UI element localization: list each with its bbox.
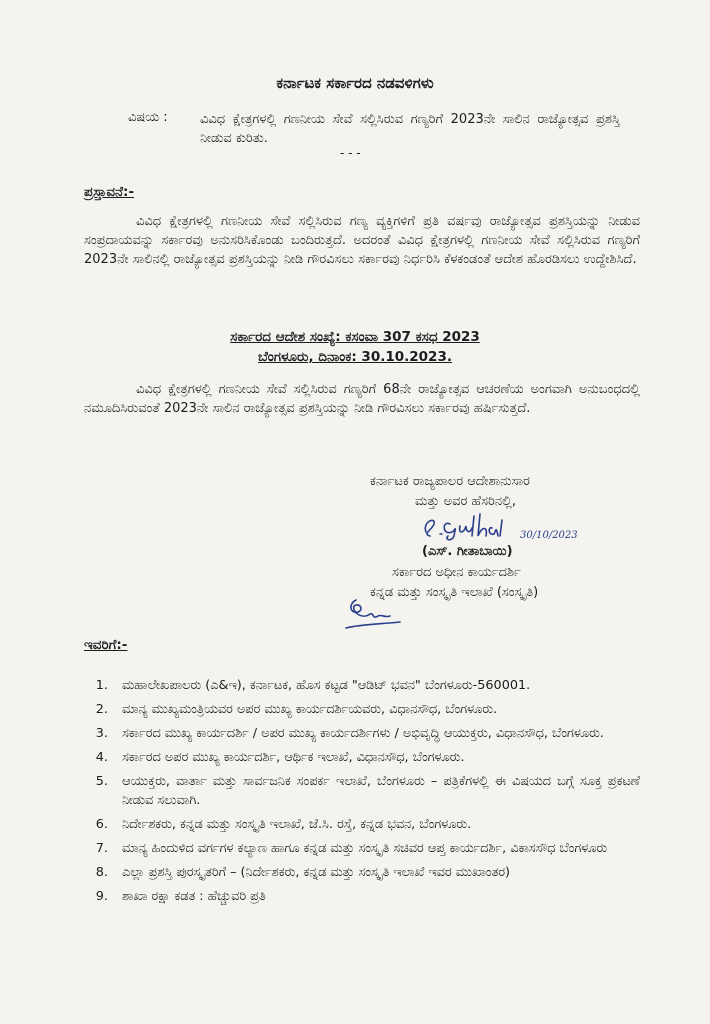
order-header <box>0 327 710 367</box>
signatory-name: (ಎಸ್. ಗೀತಾಬಾಯಿ) <box>422 544 513 559</box>
order-number: ಸರ್ಕಾರದ ಆದೇಶ ಸಂಖ್ಯೆ: ಕಸಂವಾ 307 ಕಸಧ 2023 <box>230 329 480 345</box>
signatory-designation: ಸರ್ಕಾರದ ಅಧೀನ ಕಾರ್ಯದರ್ಶಿ <box>392 565 521 580</box>
list-item: 1. ಮಹಾಲೇಖಪಾಲರು (ಎ&ಇ), ಕರ್ನಾಟಕ, ಹೊಸ ಕಟ್ಟಡ "ಆಡಿಟ್ ಭವನ" ಬೆಂಗಳೂರು-560001. <box>95 678 531 693</box>
recipients-heading: ಇವರಿಗೆ:- <box>84 637 128 653</box>
initials-mark <box>342 594 402 634</box>
signatory-department: ಕನ್ನಡ ಮತ್ತು ಸಂಸ್ಕೃತಿ ಇಲಾಖೆ (ಸಂಸ್ಕೃತಿ) <box>370 585 539 600</box>
list-item: 2. ಮಾನ್ಯ ಮುಖ್ಯಮಂತ್ರಿಯವರ ಅಪರ ಮುಖ್ಯ ಕಾರ್ಯದರ್ಶಿಯವರು, ವಿಧಾನಸೌಧ, ಬೆಂಗಳೂರು. <box>95 702 498 717</box>
order-paragraph <box>84 380 640 418</box>
list-item: 7. ಮಾನ್ಯ ಹಿಂದುಳಿದ ವರ್ಗಗಳ ಕಲ್ಯಾಣ ಹಾಗೂ ಕನ್ನಡ ಮತ್ತು ಸಂಸ್ಕೃತಿ ಸಚಿವರ ಆಪ್ತ ಕಾರ್ಯದರ್ಶಿ, ವಿಕಾಸಸೌಧ ಬೆಂಗಳೂರು <box>95 841 608 856</box>
preamble-heading: ಪ್ರಸ್ತಾವನೆ:- <box>84 184 135 200</box>
list-item: 3. ಸರ್ಕಾರದ ಮುಖ್ಯ ಕಾರ್ಯದರ್ಶಿ / ಅಪರ ಮುಖ್ಯ ಕಾರ್ಯದರ್ಶಿಗಳು / ಅಭಿವೃದ್ಧಿ ಆಯುಕ್ತರು, ವಿಧಾನಸೌಧ, ಬೆಂಗಳೂರು. <box>95 726 604 741</box>
list-item: 4. ಸರ್ಕಾರದ ಅಪರ ಮುಖ್ಯ ಕಾರ್ಯದರ್ಶಿ, ಆರ್ಥಿಕ ಇಲಾಖೆ, ವಿಧಾನಸೌಧ, ಬೆಂಗಳೂರು. <box>95 750 465 765</box>
authority-line-1: ಕರ್ನಾಟಕ ರಾಜ್ಯಪಾಲರ ಆದೇಶಾನುಸಾರ <box>370 474 530 489</box>
separator: - - - <box>340 146 361 160</box>
document-title: ಕರ್ನಾಟಕ ಸರ್ಕಾರದ ನಡವಳಿಗಳು <box>276 74 434 92</box>
order-date: ಬೆಂಗಳೂರು, ದಿನಾಂಕ: 30.10.2023. <box>258 349 452 365</box>
subject-text: ವಿವಿಧ ಕ್ಷೇತ್ರಗಳಲ್ಲಿ ಗಣನೀಯ ಸೇವೆ ಸಲ್ಲಿಸಿರುವ ಗಣ್ಯರಿಗೆ 2023ನೇ ಸಾಲಿನ ರಾಜ್ಯೋತ್ಸವ ಪ್ರಶಸ್ತಿ ನೀಡುವ ಕುರಿತು. <box>200 112 620 146</box>
preamble-paragraph <box>84 212 640 269</box>
handwritten-signature <box>420 510 580 542</box>
list-item: 8. ಎಲ್ಲಾ ಪ್ರಶಸ್ತಿ ಪುರಸ್ಕೃತರಿಗೆ – (ನಿರ್ದೇಶಕರು, ಕನ್ನಡ ಮತ್ತು ಸಂಸ್ಕೃತಿ ಇಲಾಖೆ ಇವರ ಮುಖಾಂತರ) <box>95 865 511 880</box>
order-text: ವಿವಿಧ ಕ್ಷೇತ್ರಗಳಲ್ಲಿ ಗಣನೀಯ ಸೇವೆ ಸಲ್ಲಿಸಿರುವ ಗಣ್ಯರಿಗೆ 68ನೇ ರಾಜ್ಯೋತ್ಸವ ಆಚರಣೆಯ ಅಂಗವಾಗಿ ಅನುಬಂಧದಲ್ಲಿ ನಮೂದಿಸಿರುವಂತೆ 2023ನೇ ಸಾಲಿನ ರಾಜ್ಯೋತ್ಸವ ಪ್ರಶಸ್ತಿಯನ್ನು ನೀಡಿ ಗೌರವಿಸಲು ಸರ್ಕಾರವು ಹರ್ಷಿಸುತ್ತದೆ. <box>84 382 640 416</box>
subject-label: ವಿಷಯ : <box>128 110 168 125</box>
list-item: 5. ಆಯುಕ್ತರು, ವಾರ್ತಾ ಮತ್ತು ಸಾರ್ವಜನಿಕ ಸಂಪರ್ಕ ಇಲಾಖೆ, ಬೆಂಗಳೂರು – ಪತ್ರಿಕೆಗಳಲ್ಲಿ ಈ ವಿಷಯದ ಬಗ್ಗೆ ಸೂಕ್ತ ಪ್ರಕಟಣೆ ನೀಡುವ ಸಲುವಾಗಿ. <box>95 774 640 808</box>
list-item: 6. ನಿರ್ದೇಶಕರು, ಕನ್ನಡ ಮತ್ತು ಸಂಸ್ಕೃತಿ ಇಲಾಖೆ, ಜೆ.ಸಿ. ರಸ್ತೆ, ಕನ್ನಡ ಭವನ, ಬೆಂಗಳೂರು. <box>95 817 472 832</box>
preamble-text: ವಿವಿಧ ಕ್ಷೇತ್ರಗಳಲ್ಲಿ ಗಣನೀಯ ಸೇವೆ ಸಲ್ಲಿಸಿರುವ ಗಣ್ಯ ವ್ಯಕ್ತಿಗಳಿಗೆ ಪ್ರತಿ ವರ್ಷವು ರಾಜ್ಯೋತ್ಸವ ಪ್ರಶಸ್ತಿಯನ್ನು ನೀಡುವ ಸಂಪ್ರದಾಯವನ್ನು ಸರ್ಕಾರವು ಅನುಸರಿಸಿಕೊಂಡು ಬಂದಿರುತ್ತದೆ. ಅದರಂತೆ ವಿವಿಧ ಕ್ಷೇತ್ರಗಳಲ್ಲಿ ಗಣನೀಯ ಸೇವೆ ಸಲ್ಲಿಸಿರುವ ಗಣ್ಯರಿಗೆ 2023ನೇ ಸಾಲಿನಲ್ಲಿ ರಾಜ್ಯೋತ್ಸವ ಪ್ರಶಸ್ತಿಯನ್ನು ನೀಡಿ ಗೌರವಿಸಲು ಸರ್ಕಾರವು ನಿರ್ಧರಿಸಿ ಕೆಳಕಂಡಂತೆ ಆದೇಶ ಹೊರಡಿಸಲು ಉದ್ದೇಶಿಸಿದೆ. <box>84 214 640 267</box>
recipients-list <box>84 676 640 911</box>
list-item: 9. ಶಾಖಾ ರಕ್ಷಾ ಕಡತ : ಹೆಚ್ಚುವರಿ ಪ್ರತಿ <box>95 889 266 904</box>
signature-date: 30/10/2023 <box>520 530 578 541</box>
authority-line-2: ಮತ್ತು ಅವರ ಹೆಸರಿನಲ್ಲಿ, <box>415 494 517 509</box>
